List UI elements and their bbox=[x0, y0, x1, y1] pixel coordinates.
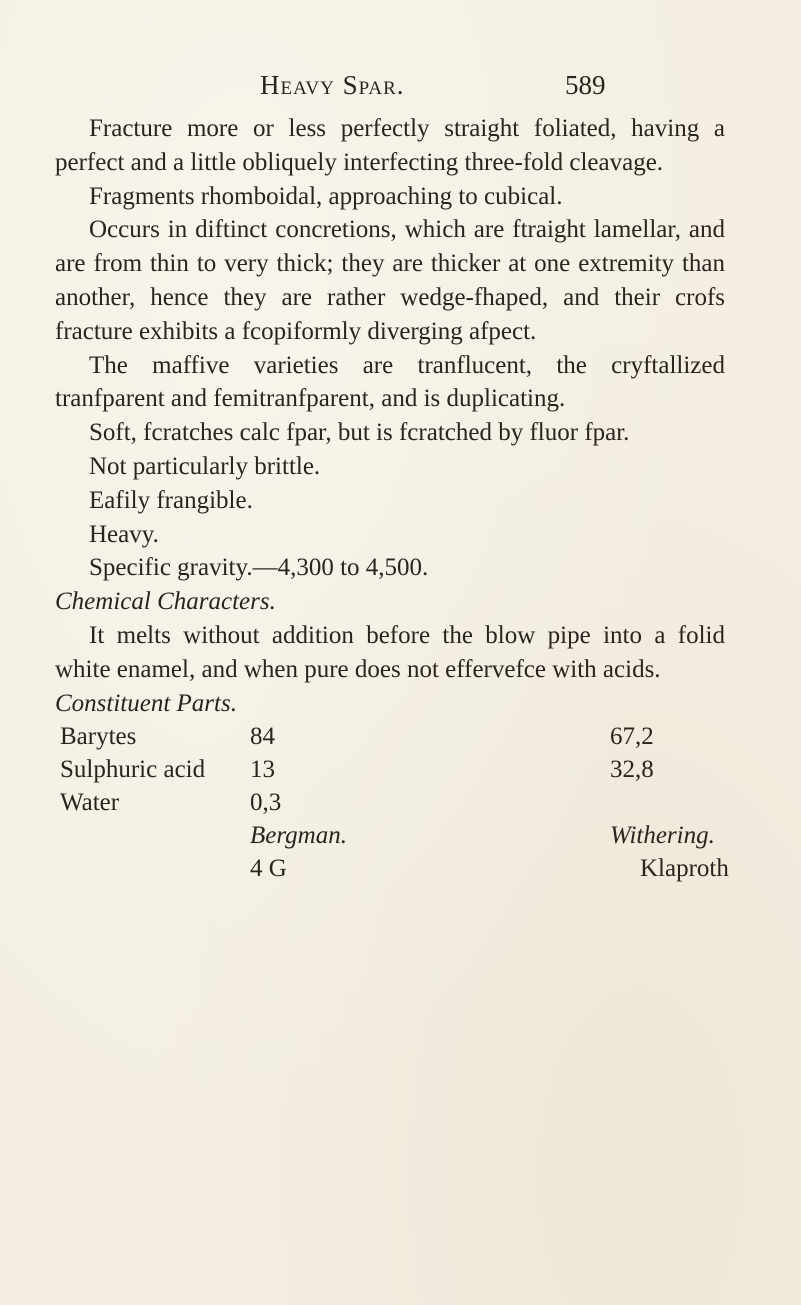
table-credits-row bbox=[60, 819, 740, 852]
chemical-characters-heading: Chemical Characters. bbox=[55, 588, 276, 616]
table-row bbox=[60, 786, 740, 819]
running-head bbox=[250, 70, 650, 110]
paragraph-weight: Heavy. bbox=[89, 520, 159, 548]
page-number: 589 bbox=[565, 70, 606, 100]
withering-value: 67,2 bbox=[610, 723, 654, 751]
signature-mark: 4 G bbox=[250, 855, 287, 883]
table-row bbox=[60, 753, 740, 786]
constituent-name: Barytes bbox=[60, 723, 137, 751]
bergman-credit: Bergman. bbox=[250, 822, 347, 850]
constituent-parts-table bbox=[60, 720, 740, 885]
paragraph-concretions: Occurs in diftinct concretions, which are ftraight lamellar, and are from thin to very thick; they are thicker at one extremity than another, hence they are rather wedge-fhaped, and their crofs fracture exhibits a fcopiformly diverging afpect. bbox=[55, 216, 725, 345]
page-body bbox=[55, 112, 729, 885]
paragraph-transparency: The maffive varieties are tranflucent, the cryftallized tranfparent and femitranfparent, and is duplicating. bbox=[55, 351, 725, 413]
constituent-parts-heading: Constituent Parts. bbox=[55, 689, 237, 717]
bergman-value: 13 bbox=[250, 756, 275, 784]
chemical-characters-text: It melts without addition before the blow pipe into a folid white enamel, and when pure does not effervefce with acids. bbox=[55, 621, 725, 683]
catchword: Klaproth bbox=[640, 855, 729, 883]
constituent-name: Water bbox=[60, 789, 120, 817]
paragraph-fragments: Fragments rhomboidal, approaching to cubical. bbox=[89, 182, 563, 210]
paragraph-specific-gravity: Specific gravity.—4,300 to 4,500. bbox=[89, 554, 429, 582]
withering-value: 32,8 bbox=[610, 756, 654, 784]
paragraph-hardness: Soft, fcratches calc fpar, but is fcratched by fluor fpar. bbox=[89, 419, 630, 447]
page-footer bbox=[60, 852, 740, 885]
bergman-value: 84 bbox=[250, 723, 275, 751]
paragraph-brittleness: Not particularly brittle. bbox=[89, 452, 321, 480]
table-row bbox=[60, 720, 740, 753]
constituent-name: Sulphuric acid bbox=[60, 756, 206, 784]
running-title: Heavy Spar. bbox=[260, 70, 405, 100]
bergman-value: 0,3 bbox=[250, 789, 282, 817]
paragraph-fracture: Fracture more or less perfectly straight foliated, having a perfect and a little obliquely interfecting three-fold cleavage. bbox=[55, 115, 725, 176]
withering-credit: Withering. bbox=[610, 822, 715, 850]
paragraph-frangibility: Eafily frangible. bbox=[89, 486, 253, 514]
